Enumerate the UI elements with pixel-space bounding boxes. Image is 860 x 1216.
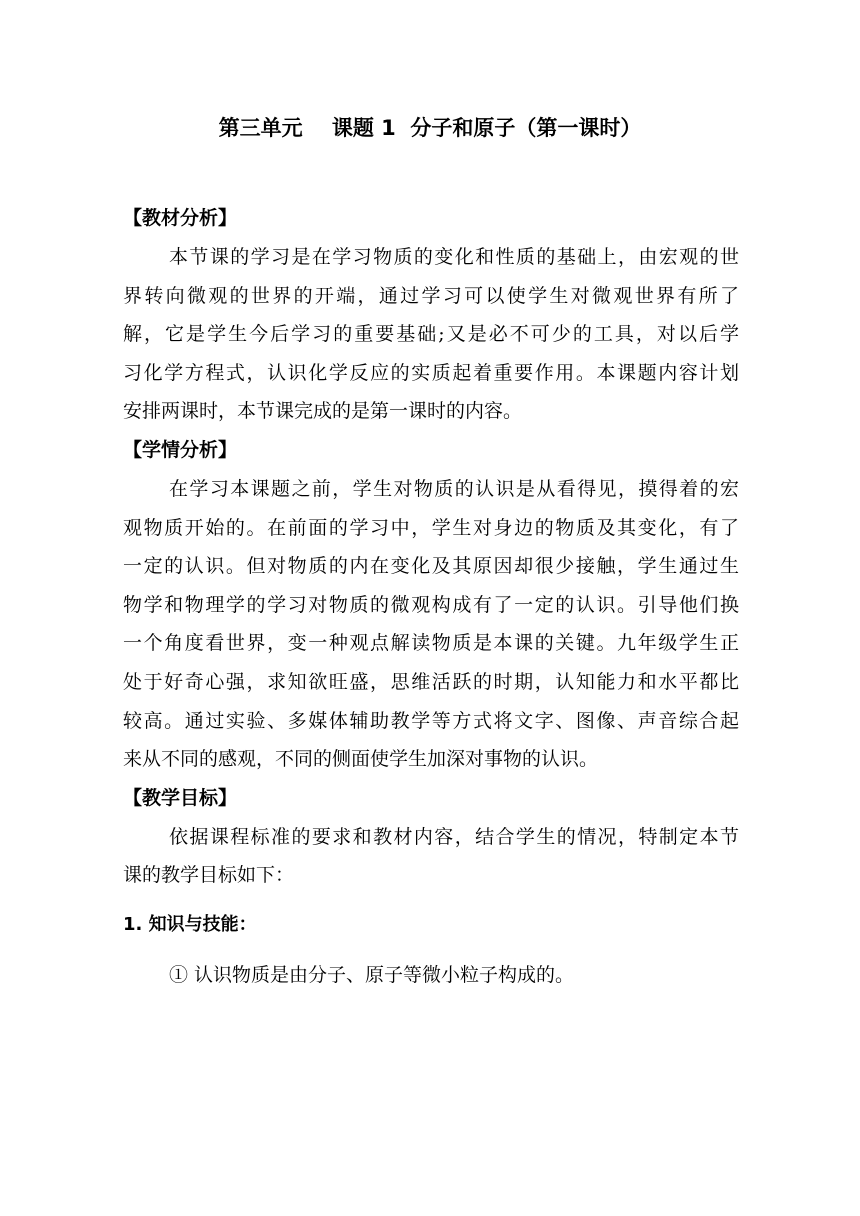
paragraph-teaching-goals	[123, 818, 739, 895]
paragraph-line: 在学习本课题之前，学生对物质的认识是从看得见，摸得着的宏	[169, 477, 739, 500]
paragraph-line: 习化学方程式，认识化学反应的实质起着重要作用。本课题内容计划	[123, 361, 739, 384]
paragraph-line: 界转向微观的世界的开端，通过学习可以使学生对微观世界有所了	[123, 284, 739, 307]
paragraph-line: 安排两课时，本节课完成的是第一课时的内容。	[123, 400, 523, 423]
paragraph-line: 较高。通过实验、多媒体辅助教学等方式将文字、图像、声音综合起	[123, 709, 739, 732]
paragraph-line: 依据课程标准的要求和教材内容，结合学生的情况，特制定本节	[169, 825, 739, 848]
section-heading-student-analysis: 【学情分析】	[123, 438, 238, 461]
paragraph-textbook-analysis	[123, 238, 739, 431]
paragraph-line: 来从不同的感观，不同的侧面使学生加深对事物的认识。	[123, 748, 599, 771]
paragraph-line: 课的教学目标如下：	[123, 864, 295, 887]
paragraph-line: 观物质开始的。在前面的学习中，学生对身边的物质及其变化，有了	[123, 516, 739, 539]
subsection-heading-knowledge-skills: 1. 知识与技能：	[123, 913, 257, 935]
paragraph-line: 一定的认识。但对物质的内在变化及其原因却很少接触，学生通过生	[123, 555, 739, 578]
paragraph-line: 物学和物理学的学习对物质的微观构成有了一定的认识。引导他们换	[123, 593, 739, 616]
section-heading-teaching-goals: 【教学目标】	[123, 786, 238, 809]
paragraph-line: 处于好奇心强，求知欲旺盛，思维活跃的时期，认知能力和水平都比	[123, 670, 739, 693]
document-body	[123, 199, 739, 995]
section-heading-textbook-analysis: 【教材分析】	[123, 207, 238, 229]
paragraph-student-analysis	[123, 470, 739, 779]
list-item: ① 认识物质是由分子、原子等微小粒子构成的。	[169, 963, 575, 986]
document-title: 第三单元 课题 1 分子和原子（第一课时）	[218, 116, 642, 140]
paragraph-line: 解，它是学生今后学习的重要基础;又是必不可少的工具，对以后学	[123, 323, 739, 346]
paragraph-line: 一个角度看世界，变一种观点解读物质是本课的关键。九年级学生正	[123, 632, 739, 655]
paragraph-line: 本节课的学习是在学习物质的变化和性质的基础上，由宏观的世	[169, 246, 739, 268]
